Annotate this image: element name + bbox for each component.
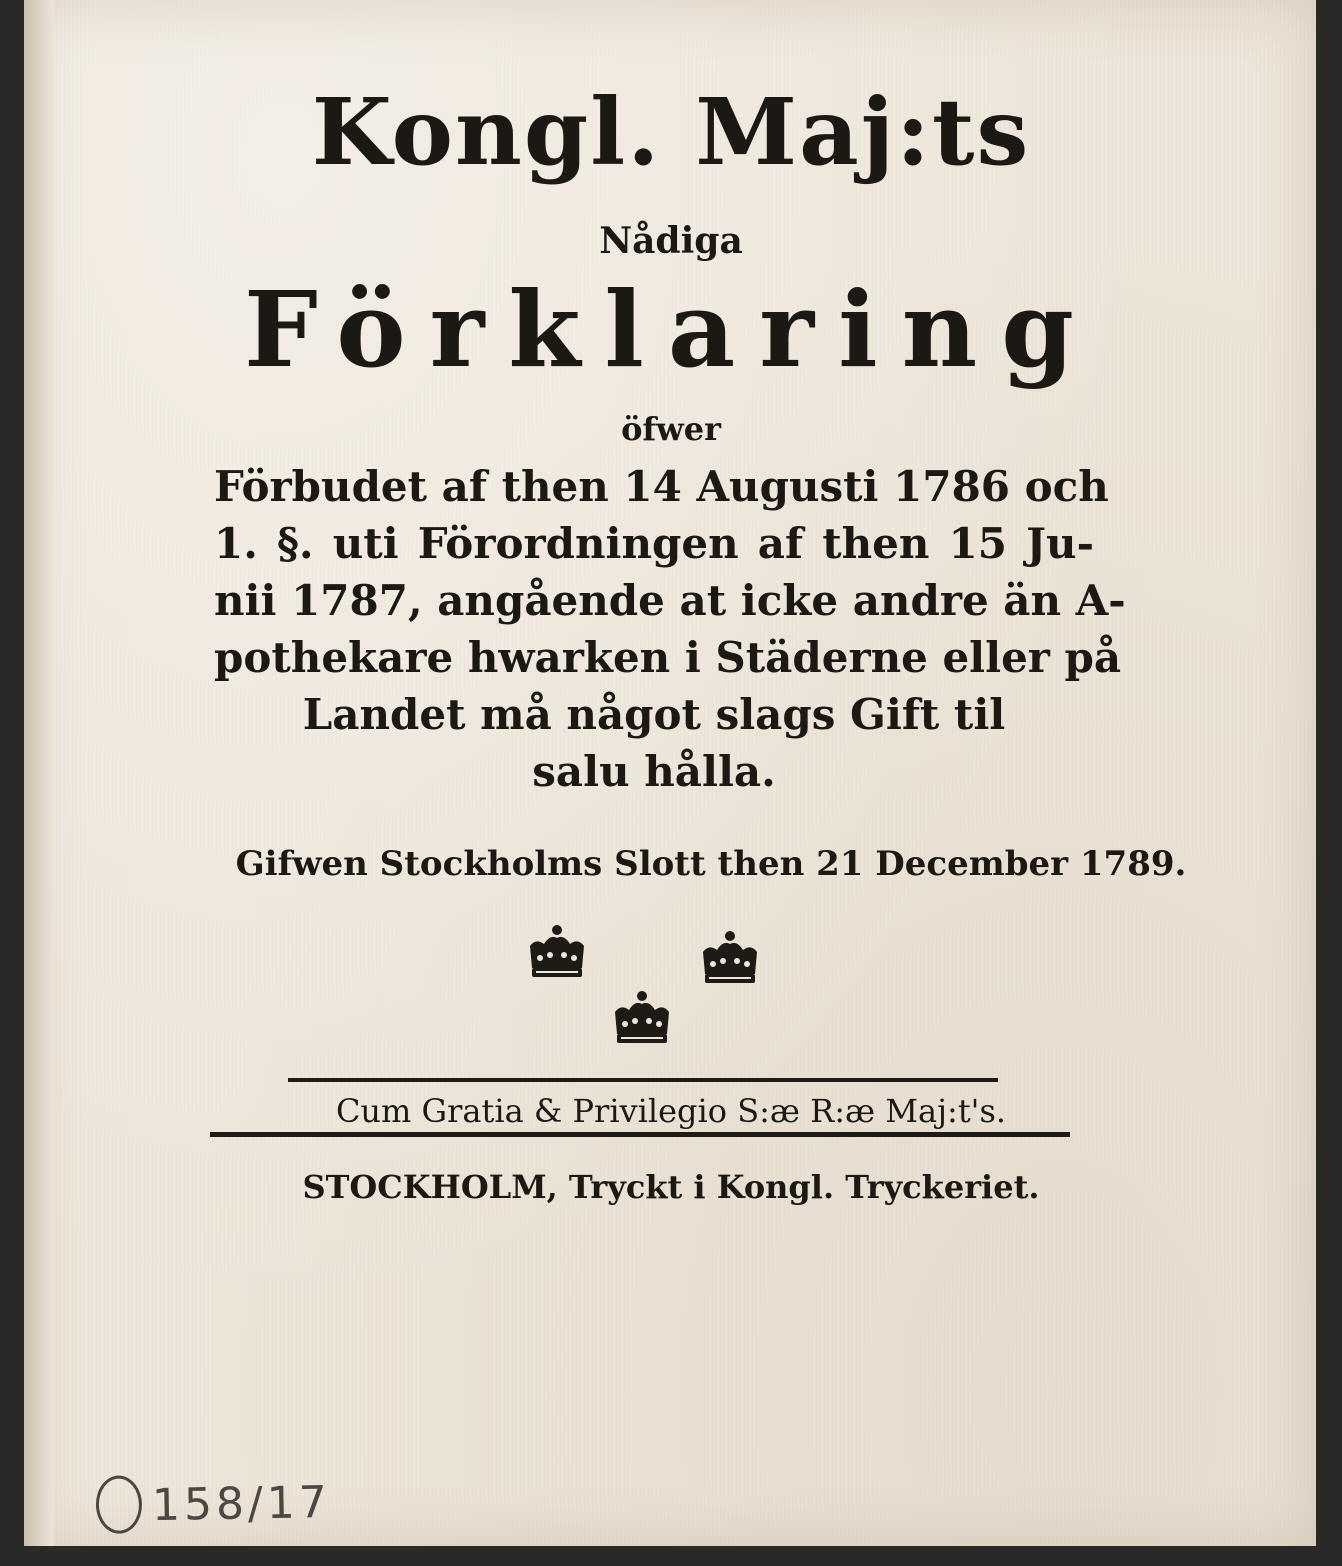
body-line: Landet må något slags Gift til (302, 690, 1006, 739)
body-line: Förbudet af then 14 Augusti 1786 och (214, 462, 1109, 511)
title-line-1: Kongl. Maj:ts (311, 78, 1031, 186)
imprint-line: STOCKHOLM, Tryckt i Kongl. Tryckeriet. (302, 1168, 1040, 1206)
bottom-rule (210, 1132, 1070, 1137)
top-rule (288, 1078, 998, 1082)
body-text (214, 458, 1126, 800)
crown-icon (699, 930, 761, 988)
handwritten-number: 158/17 (151, 1476, 332, 1532)
body-line: 1. §. uti Förordningen af then 15 Ju- (214, 519, 1094, 568)
body-line: nii 1787, angående at icke andre än A- (214, 576, 1126, 625)
crown-icon (611, 990, 673, 1048)
given-line: Gifwen Stockholms Slott then 21 December 1789. (235, 844, 1187, 884)
body-line: pothekare hwarken i Städerne eller på (214, 633, 1122, 682)
crown-icon (526, 924, 588, 982)
body-line: salu hålla. (532, 747, 776, 796)
title-line-4: öfwer (621, 410, 721, 448)
privilege-line: Cum Gratia & Privilegio S:æ R:æ Maj:t's. (335, 1092, 1007, 1130)
circled-q-mark (95, 1475, 142, 1534)
handwritten-shelfmark (96, 1476, 332, 1538)
title-line-2: Nådiga (599, 220, 743, 262)
title-line-3: Förklaring (244, 268, 1098, 391)
